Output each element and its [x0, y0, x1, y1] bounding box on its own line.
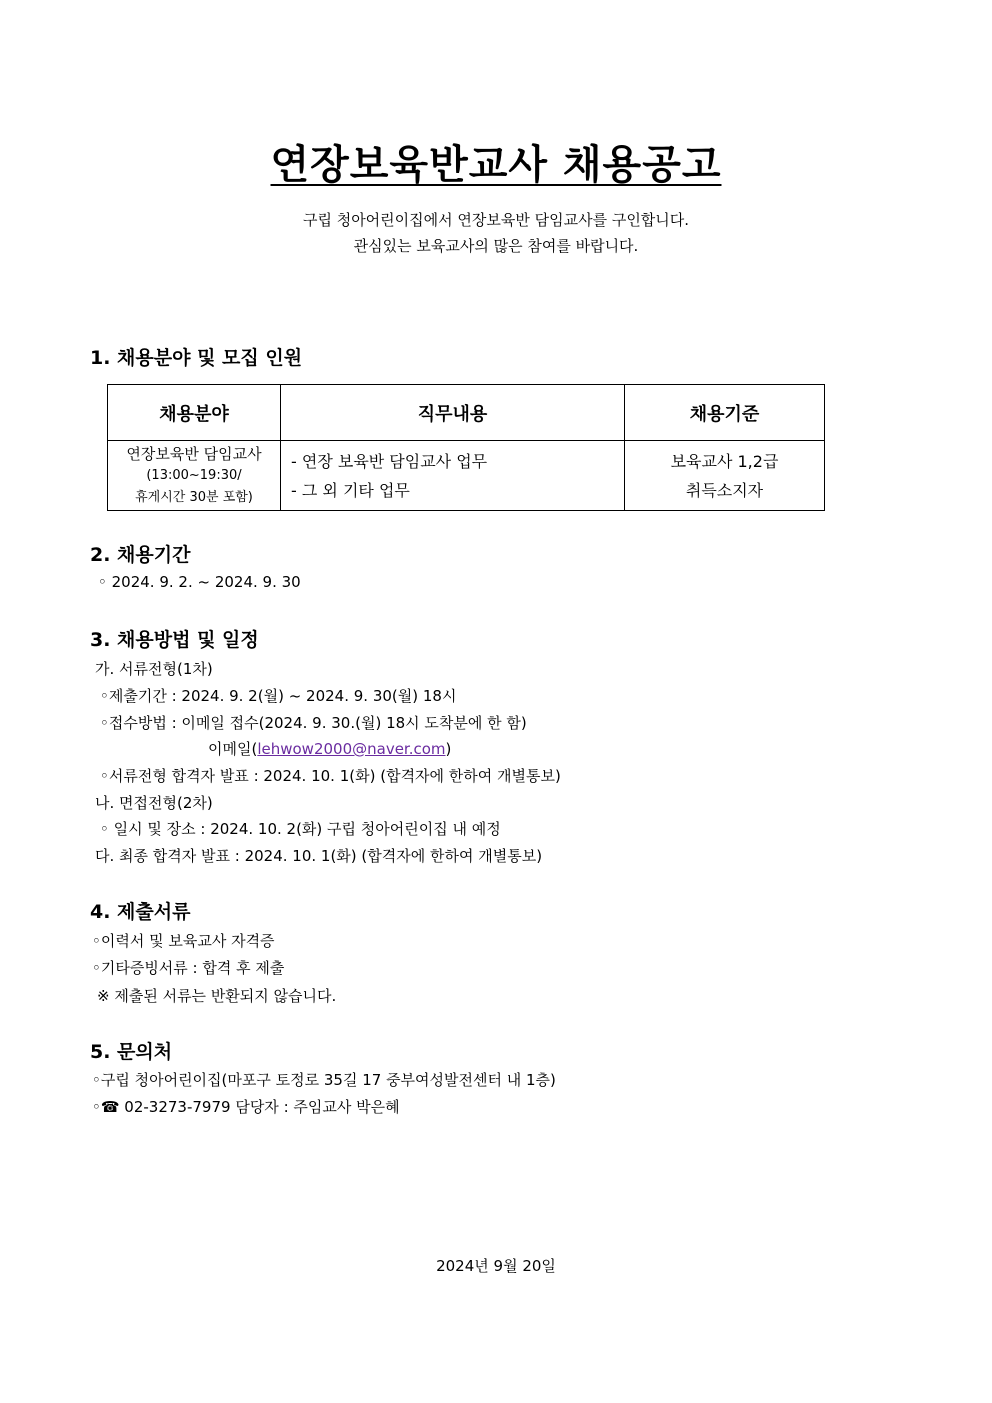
- cell-criteria: [625, 441, 825, 511]
- email-link[interactable]: lehwow2000@naver.com: [257, 740, 446, 758]
- step-c-title: 다. 최종 합격자 발표 : 2024. 10. 1(화) (합격자에 한하여 개별통보): [95, 847, 543, 865]
- step-a-deadline: ◦제출기간 : 2024. 9. 2(월) ~ 2024. 9. 30(월) 18시: [100, 687, 457, 705]
- document-item-1: ◦이력서 및 보육교사 자격증: [92, 932, 275, 950]
- step-a-email-line: [208, 738, 451, 759]
- header-duties: 직무내용: [281, 385, 625, 441]
- cell-field: [108, 441, 281, 511]
- criteria-1: 보육교사 1,2급: [670, 451, 779, 471]
- page-title: 연장보육반교사 채용공고: [270, 142, 722, 188]
- section-4-heading: 4. 제출서류: [90, 901, 191, 923]
- email-prefix: 이메일(: [208, 740, 258, 758]
- step-b-detail: ◦ 일시 및 장소 : 2024. 10. 2(화) 구립 청아어린이집 내 예정: [100, 820, 501, 838]
- document-item-2: ◦기타증빙서류 : 합격 후 제출: [92, 959, 285, 977]
- section-5-heading: 5. 문의처: [90, 1041, 173, 1063]
- table-header-row: [108, 385, 825, 441]
- step-b-title: 나. 면접전형(2차): [95, 794, 213, 812]
- duty-1: - 연장 보육반 담임교사 업무: [291, 451, 488, 471]
- criteria-2: 취득소지자: [685, 480, 764, 500]
- period-text: ◦ 2024. 9. 2. ~ 2024. 9. 30: [98, 573, 301, 591]
- section-1-heading: 1. 채용분야 및 모집 인원: [90, 347, 303, 369]
- issue-date: 2024년 9월 20일: [436, 1257, 556, 1275]
- cell-duties: [281, 441, 625, 511]
- email-suffix: ): [445, 740, 452, 758]
- field-break: 휴게시간 30분 포함): [135, 489, 253, 505]
- step-a-result: ◦서류전형 합격자 발표 : 2024. 10. 1(화) (합격자에 한하여 개별통보): [100, 767, 561, 785]
- intro-line-1: 구립 청아어린이집에서 연장보육반 담임교사를 구인합니다.: [302, 211, 690, 229]
- recruitment-table: [107, 384, 825, 511]
- field-name: 연장보육반 담임교사: [126, 444, 262, 463]
- table-row: [108, 441, 825, 511]
- step-a-title: 가. 서류전형(1차): [95, 660, 213, 678]
- intro-line-2: 관심있는 보육교사의 많은 참여를 바랍니다.: [353, 237, 639, 255]
- header-field: 채용분야: [108, 385, 281, 441]
- step-a-method: ◦접수방법 : 이메일 접수(2024. 9. 30.(월) 18시 도착분에 한 함): [100, 714, 527, 732]
- header-criteria: 채용기준: [625, 385, 825, 441]
- section-3-heading: 3. 채용방법 및 일정: [90, 629, 259, 651]
- contact-address: ◦구립 청아어린이집(마포구 토정로 35길 17 중부여성발전센터 내 1층): [92, 1071, 556, 1089]
- document-note: ※ 제출된 서류는 반환되지 않습니다.: [97, 987, 337, 1005]
- contact-phone: ◦☎ 02-3273-7979 담당자 : 주임교사 박은혜: [92, 1098, 400, 1116]
- field-hours: (13:00~19:30/: [146, 467, 242, 483]
- duty-2: - 그 외 기타 업무: [291, 480, 410, 500]
- section-2-heading: 2. 채용기간: [90, 544, 191, 566]
